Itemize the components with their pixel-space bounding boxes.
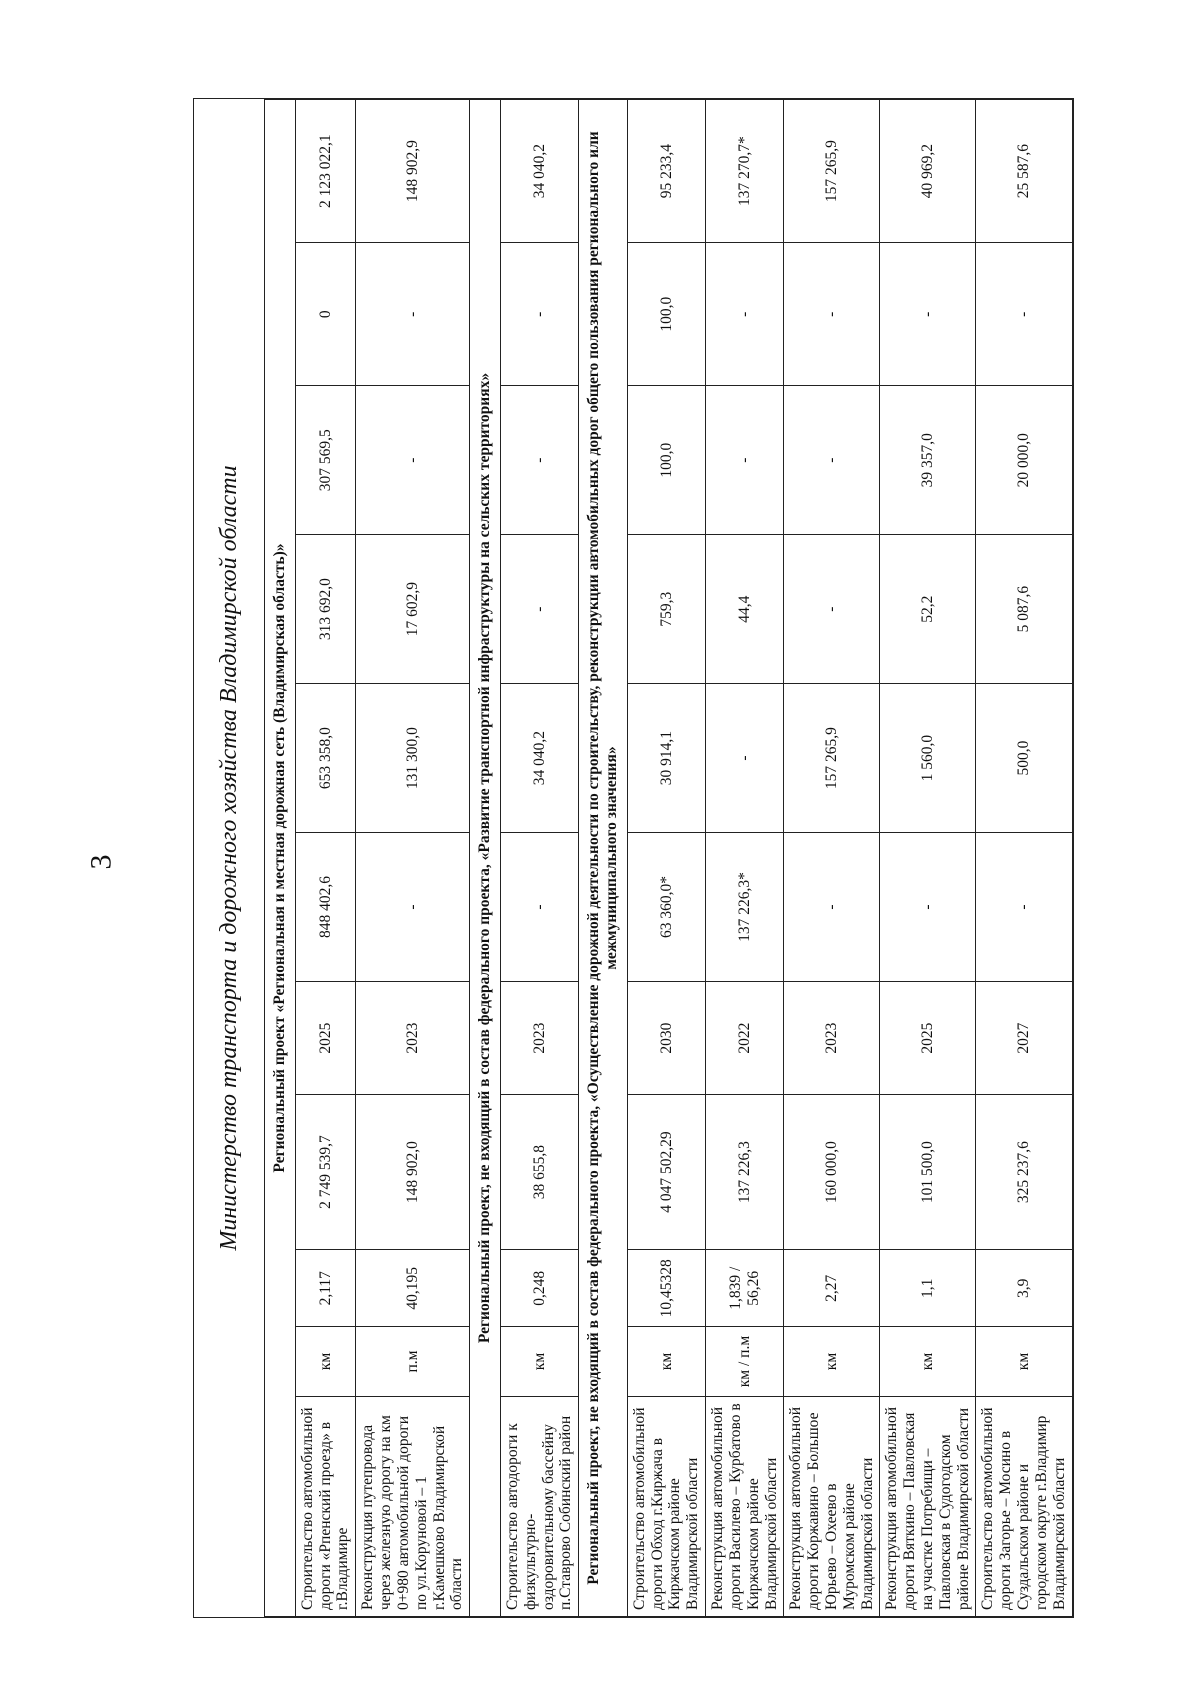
- cell-v2: 1 560,0: [880, 684, 976, 833]
- cell-v2: 500,0: [976, 684, 1072, 833]
- table-body: [265, 100, 1073, 1617]
- cell-v2: 30 914,1: [627, 684, 705, 833]
- cell-v1: -: [880, 833, 976, 982]
- cell-name: Строительство автомобильной дороги Обход г.Киржача в Киржачском районе Владимирской области: [627, 1396, 705, 1616]
- cell-capacity: 2,117: [295, 1250, 355, 1327]
- table-row: [356, 100, 470, 1617]
- projects-table: [264, 99, 1073, 1617]
- cell-unit: км: [627, 1327, 705, 1396]
- cell-v1: 137 226,3*: [706, 833, 784, 982]
- cell-v2: -: [706, 684, 784, 833]
- cell-total: 40 969,2: [880, 100, 976, 243]
- cell-v4: 307 569,5: [295, 386, 355, 535]
- cell-year: 2023: [356, 981, 470, 1094]
- cell-unit: км: [295, 1327, 355, 1396]
- section-header-row: [265, 100, 296, 1617]
- section-header-row: [579, 100, 628, 1617]
- cell-v3: 44,4: [706, 535, 784, 684]
- cell-capacity: 10,45328: [627, 1250, 705, 1327]
- cell-v3: 313 692,0: [295, 535, 355, 684]
- cell-v5: -: [356, 243, 470, 386]
- cell-v1: 848 402,6: [295, 833, 355, 982]
- cell-name: Строительство автомобильной дороги «Рпенский проезд» в г.Владимире: [295, 1396, 355, 1616]
- cell-v3: -: [784, 535, 880, 684]
- cell-unit: км: [976, 1327, 1072, 1396]
- cell-name: Реконструкция автомобильной дороги Василево – Курбатово в Киржачском районе Владимирской области: [706, 1396, 784, 1616]
- cell-cost: 137 226,3: [706, 1095, 784, 1250]
- table-row: [627, 100, 705, 1617]
- cell-cost: 101 500,0: [880, 1095, 976, 1250]
- cell-unit: км: [784, 1327, 880, 1396]
- cell-v1: -: [784, 833, 880, 982]
- cell-capacity: 0,248: [500, 1250, 578, 1327]
- section-title: Региональный проект, не входящий в состав федерального проекта, «Развитие транспортной инфраструктуры на сельских территориях»: [470, 100, 501, 1617]
- section-title: Региональный проект, не входящий в состав федерального проекта, «Осуществление дорожной деятельности по строительству, реконструкции автомобильных дорог общего пользования регионального или межмуниципального значения»: [579, 100, 628, 1617]
- cell-unit: км: [880, 1327, 976, 1396]
- cell-capacity: 2,27: [784, 1250, 880, 1327]
- cell-unit: км / п.м: [706, 1327, 784, 1396]
- cell-total: 25 587,6: [976, 100, 1072, 243]
- cell-name: Реконструкция автомобильной дороги Вяткино – Павловская на участке Потребищи – Павловская в Судогодском районе Владимирской области: [880, 1396, 976, 1616]
- table-row: [500, 100, 578, 1617]
- section-title: Региональный проект «Региональная и местная дорожная сеть (Владимирская область)»: [265, 100, 296, 1617]
- cell-cost: 2 749 539,7: [295, 1095, 355, 1250]
- cell-v3: 17 602,9: [356, 535, 470, 684]
- cell-name: Строительство автомобильной дороги Загорье – Мосино в Суздальском районе и городском округе г.Владимир Владимирской области: [976, 1396, 1072, 1616]
- table-frame: [193, 98, 1074, 1618]
- cell-v3: 759,3: [627, 535, 705, 684]
- cell-v5: -: [880, 243, 976, 386]
- table-row: [295, 100, 355, 1617]
- cell-year: 2022: [706, 981, 784, 1094]
- cell-v1: -: [356, 833, 470, 982]
- ministry-header: Министерство транспорта и дорожного хозяйства Владимирской области: [215, 465, 242, 1251]
- cell-v3: 52,2: [880, 535, 976, 684]
- cell-v4: -: [706, 386, 784, 535]
- cell-year: 2027: [976, 981, 1072, 1094]
- cell-total: 157 265,9: [784, 100, 880, 243]
- cell-capacity: 3,9: [976, 1250, 1072, 1327]
- table-row: [706, 100, 784, 1617]
- cell-unit: км: [500, 1327, 578, 1396]
- cell-cost: 160 000,0: [784, 1095, 880, 1250]
- cell-year: 2025: [880, 981, 976, 1094]
- cell-total: 137 270,7*: [706, 100, 784, 243]
- cell-v2: 157 265,9: [784, 684, 880, 833]
- cell-cost: 38 655,8: [500, 1095, 578, 1250]
- cell-v3: -: [500, 535, 578, 684]
- table-row: [976, 100, 1072, 1617]
- cell-name: Строительство автодороги к физкультурно-оздоровительному бассейну п.Ставрово Собинский район: [500, 1396, 578, 1616]
- cell-v4: -: [500, 386, 578, 535]
- cell-v2: 131 300,0: [356, 684, 470, 833]
- cell-v1: 63 360,0*: [627, 833, 705, 982]
- table-row: [880, 100, 976, 1617]
- page-number: 3: [84, 854, 118, 870]
- cell-name: Реконструкция автомобильной дороги Коржавино – Большое Юрьево – Охеево в Муромском районе Владимирской области: [784, 1396, 880, 1616]
- table-row: [784, 100, 880, 1617]
- cell-cost: 325 237,6: [976, 1095, 1072, 1250]
- cell-year: 2025: [295, 981, 355, 1094]
- cell-year: 2023: [784, 981, 880, 1094]
- cell-unit: п.м: [356, 1327, 470, 1396]
- cell-v5: -: [500, 243, 578, 386]
- cell-v4: -: [784, 386, 880, 535]
- cell-total: 2 123 022,1: [295, 100, 355, 243]
- cell-v2: 653 358,0: [295, 684, 355, 833]
- cell-year: 2023: [500, 981, 578, 1094]
- cell-v4: 100,0: [627, 386, 705, 535]
- cell-capacity: 1,1: [880, 1250, 976, 1327]
- cell-total: 148 902,9: [356, 100, 470, 243]
- cell-v5: -: [976, 243, 1072, 386]
- cell-capacity: 40,195: [356, 1250, 470, 1327]
- cell-v5: -: [784, 243, 880, 386]
- section-header-row: [470, 100, 501, 1617]
- cell-v4: -: [356, 386, 470, 535]
- cell-name: Реконструкция путепровода через железную дорогу на км 0+980 автомобильной дороги по ул.Коруновой – 1 г.Камешково Владимирской области: [356, 1396, 470, 1616]
- cell-v5: -: [706, 243, 784, 386]
- cell-capacity: 1,839 / 56,26: [706, 1250, 784, 1327]
- cell-total: 95 233,4: [627, 100, 705, 243]
- cell-v1: -: [500, 833, 578, 982]
- cell-v2: 34 040,2: [500, 684, 578, 833]
- cell-year: 2030: [627, 981, 705, 1094]
- cell-v3: 5 087,6: [976, 535, 1072, 684]
- rotated-document-sheet: [193, 98, 1128, 1618]
- cell-cost: 148 902,0: [356, 1095, 470, 1250]
- cell-cost: 4 047 502,29: [627, 1095, 705, 1250]
- cell-v1: -: [976, 833, 1072, 982]
- cell-v5: 100,0: [627, 243, 705, 386]
- cell-total: 34 040,2: [500, 100, 578, 243]
- cell-v5: 0: [295, 243, 355, 386]
- cell-v4: 20 000,0: [976, 386, 1072, 535]
- cell-v4: 39 357,0: [880, 386, 976, 535]
